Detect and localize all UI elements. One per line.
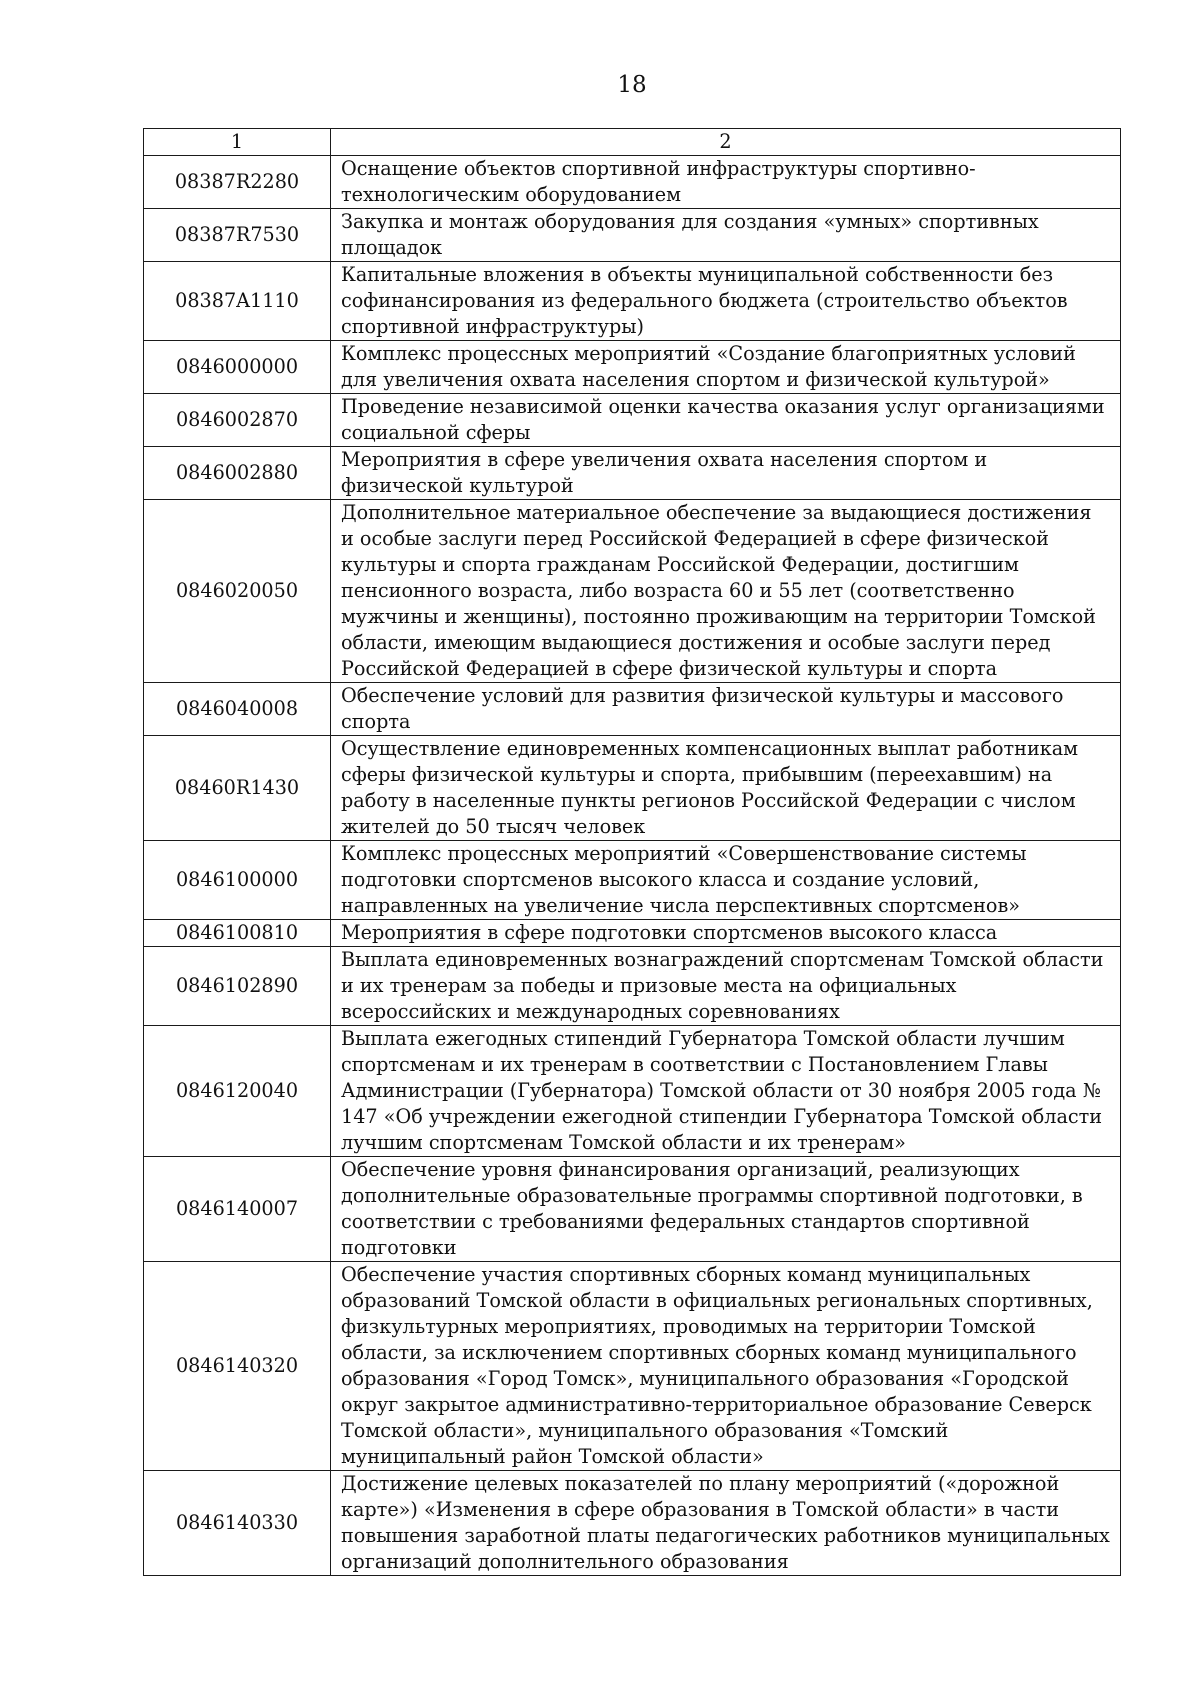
table-row: [144, 209, 1121, 262]
table-body: [144, 129, 1121, 1576]
budget-codes-table: [143, 128, 1121, 1576]
table-row: [144, 156, 1121, 209]
table-row: [144, 394, 1121, 447]
row-description: Обеспечение участия спортивных сборных команд муниципальных образований Томской области в официальных региональных спортивных, физкультурных мероприятиях, проводимых на территории Томской области, за исключением спортивных сборных команд муниципального образования «Город Томск», муниципального образования «Городской округ закрытое административно-территориальное образование Северск Томской области», муниципального образования «Томский муниципальный район Томской области»: [331, 1262, 1121, 1471]
row-code: 0846140007: [144, 1157, 331, 1262]
row-description: Капитальные вложения в объекты муниципальной собственности без софинансирования из федерального бюджета (строительство объектов спортивной инфраструктуры): [331, 262, 1121, 341]
row-code: 0846002870: [144, 394, 331, 447]
row-description: Дополнительное материальное обеспечение за выдающиеся достижения и особые заслуги перед Российской Федерацией в сфере физической культуры и спорта гражданам Российской Федерации, достигшим пенсионного возраста, либо возраста 60 и 55 лет (соответственно мужчины и женщины), постоянно проживающим на территории Томской области, имеющим выдающиеся достижения и особые заслуги перед Российской Федерацией в сфере физической культуры и спорта: [331, 500, 1121, 683]
row-description: Обеспечение уровня финансирования организаций, реализующих дополнительные образовательные программы спортивной подготовки, в соответствии с требованиями федеральных стандартов спортивной подготовки: [331, 1157, 1121, 1262]
row-code: 08387R7530: [144, 209, 331, 262]
row-description: Достижение целевых показателей по плану мероприятий («дорожной карте») «Изменения в сфере образования в Томской области» в части повышения заработной платы педагогических работников муниципальных организаций дополнительного образования: [331, 1471, 1121, 1576]
table-row: [144, 341, 1121, 394]
row-code: 0846100810: [144, 920, 331, 947]
row-description: Проведение независимой оценки качества оказания услуг организациями социальной сферы: [331, 394, 1121, 447]
row-description: Выплата ежегодных стипендий Губернатора Томской области лучшим спортсменам и их тренерам в соответствии с Постановлением Главы Администрации (Губернатора) Томской области от 30 ноября 2005 года № 147 «Об учреждении ежегодной стипендии Губернатора Томской области лучшим спортсменам Томской области и их тренерам»: [331, 1026, 1121, 1157]
row-code: 08387A1110: [144, 262, 331, 341]
row-description: Оснащение объектов спортивной инфраструктуры спортивно-технологическим оборудованием: [331, 156, 1121, 209]
table-row: [144, 1026, 1121, 1157]
row-code: 0846000000: [144, 341, 331, 394]
row-description: Мероприятия в сфере увеличения охвата населения спортом и физической культурой: [331, 447, 1121, 500]
table-row: [144, 736, 1121, 841]
row-description: Комплекс процессных мероприятий «Создание благоприятных условий для увеличения охвата населения спортом и физической культурой»: [331, 341, 1121, 394]
table-row: [144, 683, 1121, 736]
table-row: [144, 1471, 1121, 1576]
table-row: [144, 920, 1121, 947]
table-row: [144, 500, 1121, 683]
column-header-code: 1: [144, 129, 331, 156]
row-code: 0846100000: [144, 841, 331, 920]
row-code: 0846020050: [144, 500, 331, 683]
row-description: Закупка и монтаж оборудования для создания «умных» спортивных площадок: [331, 209, 1121, 262]
row-code: 0846102890: [144, 947, 331, 1026]
table-header-row: [144, 129, 1121, 156]
row-code: 0846002880: [144, 447, 331, 500]
table-row: [144, 1262, 1121, 1471]
row-description: Комплекс процессных мероприятий «Совершенствование системы подготовки спортсменов высокого класса и создание условий, направленных на увеличение числа перспективных спортсменов»: [331, 841, 1121, 920]
table-row: [144, 841, 1121, 920]
row-code: 08460R1430: [144, 736, 331, 841]
row-code: 0846120040: [144, 1026, 331, 1157]
table-row: [144, 262, 1121, 341]
table-row: [144, 447, 1121, 500]
table-row: [144, 1157, 1121, 1262]
row-description: Выплата единовременных вознаграждений спортсменам Томской области и их тренерам за победы и призовые места на официальных всероссийских и международных соревнованиях: [331, 947, 1121, 1026]
table-row: [144, 947, 1121, 1026]
column-header-description: 2: [331, 129, 1121, 156]
row-code: 0846140320: [144, 1262, 331, 1471]
row-code: 08387R2280: [144, 156, 331, 209]
row-description: Осуществление единовременных компенсационных выплат работникам сферы физической культуры и спорта, прибывшим (переехавшим) на работу в населенные пункты регионов Российской Федерации с числом жителей до 50 тысяч человек: [331, 736, 1121, 841]
row-code: 0846040008: [144, 683, 331, 736]
row-description: Обеспечение условий для развития физической культуры и массового спорта: [331, 683, 1121, 736]
row-code: 0846140330: [144, 1471, 331, 1576]
page-number: 18: [617, 72, 647, 98]
row-description: Мероприятия в сфере подготовки спортсменов высокого класса: [331, 920, 1121, 947]
